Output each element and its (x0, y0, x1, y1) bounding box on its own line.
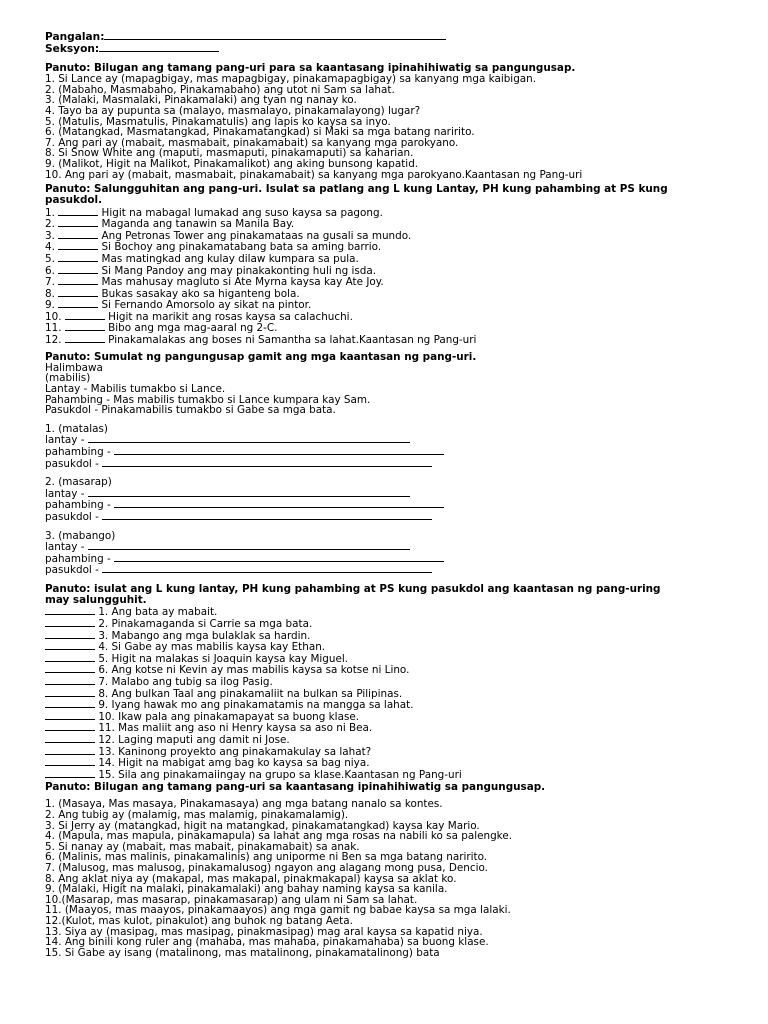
answer-blank[interactable] (58, 265, 98, 274)
lantay-blank[interactable] (88, 541, 410, 550)
lantay-blank[interactable] (88, 488, 410, 497)
list-item: 10.(Masarap, mas masarap, pinakamasarap) ang ulam ni Sam sa lahat. (45, 893, 418, 906)
answer-blank[interactable] (58, 299, 98, 308)
pahambing-label: pahambing - (45, 446, 111, 459)
list-item: 3. Si Jerry ay (matangkad, higit na matangkad, pinakamatangkad) kaysa kay Mario. (45, 819, 480, 832)
answer-blank[interactable] (45, 618, 95, 627)
item-text: Higit na marikit ang rosas kaysa sa calachuchi. (108, 310, 353, 323)
list-item (45, 757, 735, 769)
list-item (45, 322, 735, 334)
answer-blank[interactable] (45, 722, 95, 731)
answer-blank[interactable] (45, 769, 95, 778)
item-text: Higit na mabagal lumakad ang suso kaysa sa pagong. (101, 206, 383, 219)
answer-blank[interactable] (58, 253, 98, 262)
answer-blank[interactable] (58, 230, 98, 239)
pahambing-label: pahambing - (45, 499, 111, 512)
list-item (45, 618, 735, 630)
part4 (45, 584, 735, 780)
item-text: Bukas sasakay ako sa higanteng bola. (101, 287, 300, 300)
list-item: 3. (Malaki, Masmalaki, Pinakamalaki) ang tyan ng nanay ko. (45, 94, 357, 107)
item-text: Si Bochoy ang pinakamatabang bata sa aming barrio. (101, 241, 382, 254)
section-label: Seksyon: (45, 43, 100, 55)
item-text: 7. Malabo ang tubig sa ilog Pasig. (98, 675, 273, 688)
section-line (45, 43, 735, 55)
answer-blank[interactable] (45, 699, 95, 708)
answer-blank[interactable] (58, 218, 98, 227)
answer-blank[interactable] (45, 711, 95, 720)
pasukdol-label: pasukdol - (45, 564, 99, 577)
name-line (45, 31, 735, 43)
item-text: Mas matingkad ang kulay dilaw kumpara sa pula. (101, 252, 359, 265)
list-item: 4. (Mapula, mas mapula, pinakamapula) sa lahat ang mga rosas na nabili ko sa palengke. (45, 830, 513, 843)
pahambing-line (45, 553, 735, 565)
list-item (45, 311, 735, 323)
item-number: 12. (45, 334, 62, 347)
pahambing-blank[interactable] (114, 553, 444, 562)
item-number: 1. (45, 206, 55, 219)
part3-instruction: Panuto: Sumulat ng pangungusap gamit ang mga kaantasan ng pang-uri. (45, 350, 477, 363)
part3 (45, 352, 735, 576)
list-item: 2. Ang tubig ay (malamig, mas malamig, pinakamalamig). (45, 809, 349, 822)
list-item (45, 288, 735, 300)
item-number: 3. (45, 229, 55, 242)
list-item: 5. Si nanay ay (mabait, mas mabait, pinakamabait) sa anak. (45, 840, 360, 853)
lantay-line (45, 541, 735, 553)
answer-blank[interactable] (58, 207, 98, 216)
lantay-blank[interactable] (88, 434, 410, 443)
answer-blank[interactable] (45, 746, 95, 755)
list-item: 9. (Malikot, Higit na Malikot, Pinakamalikot) ang aking bunsong kapatid. (45, 157, 419, 170)
answer-blank[interactable] (45, 606, 95, 615)
list-item (45, 334, 735, 346)
list-item (45, 734, 735, 746)
answer-blank[interactable] (45, 630, 95, 639)
answer-blank[interactable] (45, 734, 95, 743)
list-item (45, 606, 735, 618)
group-title: 3. (mabango) (45, 529, 116, 542)
list-item: 7. (Malusog, mas malusog, pinakamalusog) ngayon ang alagang mong pusa, Dencio. (45, 862, 488, 875)
list-item: 10. Ang pari ay (mabait, masmabait, pinakamabait) sa kanyang mga parokyano.Kaantasan ng Pang-uri (45, 168, 583, 181)
part2-instruction-cont: pasukdol. (45, 194, 103, 207)
item-text: 14. Higit na mabigat amg bag ko kaysa sa bag niya. (98, 757, 370, 770)
answer-blank[interactable] (58, 241, 98, 250)
pasukdol-line (45, 564, 735, 576)
list-item (45, 664, 735, 676)
list-item: 8. Si Snow White ang (maputi, masmaputi, pinakamaputi) sa kaharian. (45, 147, 414, 160)
group-title: 1. (matalas) (45, 422, 108, 435)
lantay-label: lantay - (45, 434, 85, 447)
lantay-line (45, 488, 735, 500)
example-word: (mabilis) (45, 372, 91, 385)
item-text: Mas mahusay magluto si Ate Myrna kaysa kay Ate Joy. (101, 276, 384, 289)
item-text: Maganda ang tanawin sa Manila Bay. (101, 218, 295, 231)
list-item: 7. Ang pari ay (mabait, masmabait, pinakamabait) sa kanyang mga parokyano. (45, 136, 459, 149)
item-text: Si Mang Pandoy ang may pinakakonting huli ng isda. (101, 264, 377, 277)
item-text: 2. Pinakamaganda si Carrie sa mga bata. (98, 617, 313, 630)
list-item (45, 265, 735, 277)
item-text: 8. Ang bulkan Taal ang pinakamaliit na bulkan sa Pilipinas. (98, 687, 403, 700)
item-text: 9. Iyang hawak mo ang pinakamatamis na mangga sa lahat. (98, 699, 414, 712)
example-label: Halimbawa (45, 361, 103, 374)
part2-instruction: Panuto: Salungguhitan ang pang-uri. Isulat sa patlang ang L kung Lantay, PH kung pahambing at PS kung (45, 183, 668, 196)
list-item: 8. Ang aklat niya ay (makapal, mas makapal, pinakmakapal) kaysa sa aklat ko. (45, 872, 457, 885)
list-item: 11. (Maayos, mas maayos, pinakamaayos) ang mga gamit ng babae kaysa sa mga lalaki. (45, 904, 511, 917)
worksheet (45, 31, 735, 958)
item-number: 7. (45, 276, 55, 289)
answer-blank[interactable] (45, 653, 95, 662)
list-item (45, 218, 735, 230)
list-item (45, 711, 735, 723)
item-number: 11. (45, 322, 62, 335)
item-text: 4. Si Gabe ay mas mabilis kaysa kay Ethan. (98, 641, 326, 654)
answer-blank[interactable] (58, 288, 98, 297)
list-item: 9. (Malaki, Higit na malaki, pinakamalaki) ang bahay naming kaysa sa kanila. (45, 883, 448, 896)
list-item (45, 253, 735, 265)
item-text: 12. Laging maputi ang damit ni Jose. (98, 733, 290, 746)
list-item (45, 676, 735, 688)
pasukdol-line (45, 458, 735, 470)
answer-blank[interactable] (65, 322, 105, 331)
pasukdol-blank[interactable] (102, 564, 432, 573)
list-item: 12.(Kulot, mas kulot, pinakulot) ang buhok ng batang Aeta. (45, 915, 353, 928)
answer-blank[interactable] (58, 276, 98, 285)
pasukdol-line (45, 511, 735, 523)
example-line: Lantay - Mabilis tumakbo si Lance. (45, 383, 226, 396)
item-number: 5. (45, 252, 55, 265)
part1-instruction: Panuto: Bilugan ang tamang pang-uri para sa kaantasang ipinahihiwatig sa pangungusap. (45, 62, 576, 74)
pasukdol-blank[interactable] (102, 511, 432, 520)
list-item (45, 641, 735, 653)
answer-blank[interactable] (45, 757, 95, 766)
item-text: 3. Mabango ang mga bulaklak sa hardin. (98, 629, 311, 642)
list-item (45, 299, 735, 311)
item-number: 2. (45, 218, 55, 231)
answer-blank[interactable] (65, 311, 105, 320)
list-item: 5. (Matulis, Masmatulis, Pinakamatulis) ang lapis ko kaysa sa inyo. (45, 115, 391, 128)
list-item (45, 769, 735, 781)
list-item: 14. Ang binili kong ruler ang (mahaba, mas mahaba, pinakamahaba) sa buong klase. (45, 936, 489, 949)
pasukdol-label: pasukdol - (45, 457, 99, 470)
group-title: 2. (masarap) (45, 476, 112, 489)
answer-blank[interactable] (45, 664, 95, 673)
item-text: 13. Kaninong proyekto ang pinakamakulay sa lahat? (98, 745, 372, 758)
pasukdol-label: pasukdol - (45, 511, 99, 523)
part5 (45, 782, 735, 958)
item-text: 6. Ang kotse ni Kevin ay mas mabilis kaysa sa kotse ni Lino. (98, 664, 410, 677)
name-label: Pangalan: (45, 31, 105, 43)
list-item: 15. Si Gabe ay isang (matalinong, mas matalinong, pinakamatalinong) bata (45, 946, 440, 959)
item-number: 6. (45, 264, 55, 277)
list-item: 2. (Mabaho, Masmabaho, Pinakamabaho) ang utot ni Sam sa lahat. (45, 83, 395, 96)
section-blank[interactable] (99, 43, 219, 52)
answer-blank[interactable] (45, 676, 95, 685)
item-number: 10. (45, 310, 62, 323)
answer-blank[interactable] (65, 334, 105, 343)
example-line: Pahambing - Mas mabilis tumakbo si Lance kumpara kay Sam. (45, 393, 371, 406)
pahambing-label: pahambing - (45, 552, 111, 565)
item-number: 8. (45, 287, 55, 300)
list-item (45, 722, 735, 734)
list-item: 1. Si Lance ay (mapagbigay, mas mapagbigay, pinakamapagbigay) sa kanyang mga kaibigan. (45, 73, 537, 86)
item-text: 1. Ang bata ay mabait. (98, 606, 218, 619)
list-item (45, 746, 735, 758)
item-text: 10. Ikaw pala ang pinakamapayat sa buong klase. (98, 710, 360, 723)
item-text: Si Fernando Amorsolo ay sikat na pintor. (101, 299, 312, 312)
list-item (45, 653, 735, 665)
item-number: 4. (45, 241, 55, 254)
pahambing-blank[interactable] (114, 499, 444, 508)
item-text: Pinakamalakas ang boses ni Samantha sa lahat.Kaantasan ng Pang-uri (108, 334, 477, 347)
part1 (45, 63, 735, 180)
list-item: 6. (Malinis, mas malinis, pinakamalinis) ang uniporme ni Ben sa mga batang naririto. (45, 851, 488, 864)
item-text: 11. Mas maliit ang aso ni Henry kaysa sa aso ni Bea. (98, 722, 373, 735)
example-line: Pasukdol - Pinakamabilis tumakbo si Gabe sa mga bata. (45, 404, 336, 417)
list-item: 6. (Matangkad, Masmatangkad, Pinakamatangkad) si Maki sa mga batang naririto. (45, 126, 475, 139)
answer-blank[interactable] (45, 641, 95, 650)
lantay-label: lantay - (45, 487, 85, 500)
pahambing-blank[interactable] (114, 446, 444, 455)
lantay-line (45, 434, 735, 446)
list-item: 13. Siya ay (masipag, mas masipag, pinakmasipag) mag aral kaysa sa kapatid niya. (45, 925, 483, 938)
list-item (45, 241, 735, 253)
item-number: 9. (45, 299, 55, 312)
list-item (45, 276, 735, 288)
list-item (45, 688, 735, 700)
lantay-label: lantay - (45, 541, 85, 554)
answer-blank[interactable] (45, 688, 95, 697)
part5-instruction: Panuto: Bilugan ang tamang pang-uri sa kaantasang ipinahihiwatig sa pangungusap. (45, 781, 546, 794)
item-text: Ang Petronas Tower ang pinakamataas na gusali sa mundo. (101, 229, 412, 242)
list-item: 4. Tayo ba ay pupunta sa (malayo, masmalayo, pinakamalayong) lugar? (45, 104, 421, 117)
item-text: 15. Sila ang pinakamaiingay na grupo sa klase.Kaantasan ng Pang-uri (98, 768, 462, 781)
list-item (45, 699, 735, 711)
name-blank[interactable] (104, 31, 446, 40)
list-item (45, 630, 735, 642)
item-text: 5. Higit na malakas si Joaquin kaysa kay Miguel. (98, 652, 349, 665)
item-text: Bibo ang mga mag-aaral ng 2-C. (108, 322, 278, 335)
list-item (45, 230, 735, 242)
pahambing-line (45, 499, 735, 511)
list-item: 1. (Masaya, Mas masaya, Pinakamasaya) ang mga batang nanalo sa kontes. (45, 798, 443, 811)
part2 (45, 184, 735, 346)
pasukdol-blank[interactable] (102, 458, 432, 467)
list-item (45, 207, 735, 219)
part4-instruction: Panuto: isulat ang L kung lantay, PH kung pahambing at PS kung pasukdol ang kaantasan ng pang-uring (45, 582, 661, 595)
pahambing-line (45, 446, 735, 458)
part4-instruction-cont: may salungguhit. (45, 594, 147, 607)
